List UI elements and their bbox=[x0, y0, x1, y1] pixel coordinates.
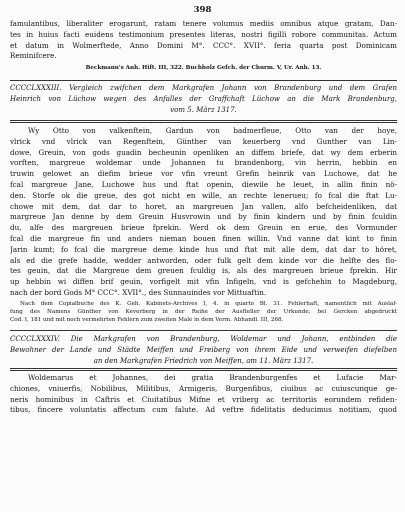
heading-line: CCCCLXXXIV. Die Markgrafen von Brandenburg, Woldemar und Johann, entbinden die bbox=[10, 335, 397, 343]
heading-line: CCCCLXXXIII. Vergleich zwifchen dem Markgrafen Johann von Brandenburg und dem Grafen bbox=[10, 84, 397, 92]
text-line: neris hominibus in Caftris et Ciuitatibus Mifne et vriberg ac territoriis eorundem refiden- bbox=[10, 394, 397, 404]
section-divider bbox=[10, 120, 397, 123]
text-line: vorften, margreue woldemar unde Johannen tu brandenborg, vin herrin, hebbin en bbox=[10, 158, 397, 168]
text-line: et datum in Wolmerftede, Anno Domini M°. CCC°. XVII°. feria quarta post Dominicam bbox=[10, 40, 397, 50]
text-line: tes geuin, dat die Margreue dem greuen fculdig is, als des margreuen brieue fprekin. Hir bbox=[10, 266, 397, 276]
text-line: truwin gelowet an diefim brieue vor vfin vreunt Grefin heinrik van Luchowe, dat he bbox=[10, 169, 397, 179]
heading-line: vom 5. März 1317. bbox=[170, 105, 237, 114]
text-line: Jarin kumt; fo fcal die margreue deme kinde hus und ftat mit alle dem, dat dar to höret, bbox=[10, 244, 397, 254]
text-line: fcal die margreue fin und anders nieman bouen finen willin. Vnd vanne dat kint to finin bbox=[10, 233, 397, 243]
text-line: fcal margreue Jane, Luchowe hus und ftat openin, diewile he leuet, in allin finin nö- bbox=[10, 179, 397, 189]
document-body bbox=[10, 126, 397, 299]
text-line: nach der bord Gods M° CCC°. XVII°., des Sunnauindes vor Mittuaftin. bbox=[10, 287, 267, 297]
text-line: vlrick vnd vlrick van Regenftein, Günther van keuerberg vnd Gunther van Lin- bbox=[10, 136, 397, 146]
text-line: famulantibus, liberaliter erogarunt, ratam tenere volumus mediis omnibus atque gratam, Dan- bbox=[10, 19, 397, 28]
text-line: Woldemarus et Johannes, dei gratia Brandenburgenfes et Lufacie Mar- bbox=[28, 373, 397, 382]
section-divider bbox=[10, 330, 397, 331]
archival-note bbox=[10, 300, 397, 325]
text-line: du, alfe des margreuen brieue fprekin. Werd ok dem Greuin en erue, des Vormunder bbox=[10, 223, 397, 233]
heading-line: Bewohner der Lande und Städte Meiffen und Freiberg von ihrem Eide und verweifen diefelben bbox=[10, 345, 397, 354]
text-line: als ed die grefe hadde, wedder antworden, oder fulk gelt dem kinde vor die helfte des flo- bbox=[10, 255, 397, 265]
text-line: Reminifcere. bbox=[10, 51, 57, 61]
text-line: chiones, vniuerfis, Nobilibus, Militibus, Armigeris, Burgenfibus, ciuibus ac cuiuscunque ge- bbox=[10, 383, 397, 393]
text-line: up hebbin wi diffen brif geuin, vorfigelt mit vfin Infigeln, vnd is gefchehin to Magdeburg, bbox=[10, 277, 397, 287]
note-line: Nach dem Copialbuche des K. Geh. Kabinets-Archives I, 4. in quarto Bl. 31. Fehlerhaft, namentlich mit Auslaf- bbox=[20, 301, 397, 307]
note-line: Cod. I, 181 und mit noch vermehrten Fehlern zum zweiten Male in dem Verm. Abhandl. III, 268. bbox=[10, 317, 284, 324]
text-line: dowe, Greuin, von gods guadin becheunin openliken an diffem briefe, dat wy dem erberin bbox=[10, 147, 397, 157]
text-line: tes in huius facti euidens testimonium presentes literas, nostri figilli robore communitas. Actum bbox=[10, 29, 397, 39]
text-line: Wy Otto von valkenftein, Gardun von badmerfleue, Otto van der hoye, bbox=[28, 126, 397, 135]
document-heading bbox=[10, 334, 397, 366]
page-number: 398 bbox=[193, 5, 212, 15]
text-line: tibus, fincere voluntatis affectum cum falute. Ad veftre fidelitatis deducimus notitiam, quod bbox=[10, 405, 397, 415]
note-line: fung des Namens Günther von Keverberg in der Reihe der Ausfteller der Urkunde; bei Gercken abgedruckt bbox=[10, 309, 397, 316]
document-heading bbox=[10, 83, 397, 115]
heading-line: Heinrich von Lüchow wegen des Anfalles der Graffchaft Lüchow an die Mark Brandenburg, bbox=[10, 94, 397, 103]
heading-line: an den Markgrafen Friedrich von Meiffen, am 11. März 1317. bbox=[93, 356, 314, 365]
document-body bbox=[10, 373, 397, 416]
citation-text: Beckmann's Anh. Hift. III, 322. Buchholz Gefch. der Churm. V, Ur. Anh. 13. bbox=[85, 65, 322, 71]
section-divider bbox=[10, 368, 397, 371]
text-line: den. Storfe ok die greue, des got nicht en wille, an rechte lenerueu; fo fcal die ftat Lu- bbox=[10, 190, 397, 200]
section-divider bbox=[10, 80, 397, 81]
intro-paragraph bbox=[10, 19, 397, 62]
text-line: chowe mit dem, dat dar to horet, an margreuen Jan vallen, alfo befcheidenliken, dat bbox=[10, 201, 397, 211]
text-line: margreue Jan denne by dem Greuin Husvrowin und by finin kindern und by finin fculdin bbox=[10, 212, 397, 222]
source-citation bbox=[10, 64, 397, 72]
